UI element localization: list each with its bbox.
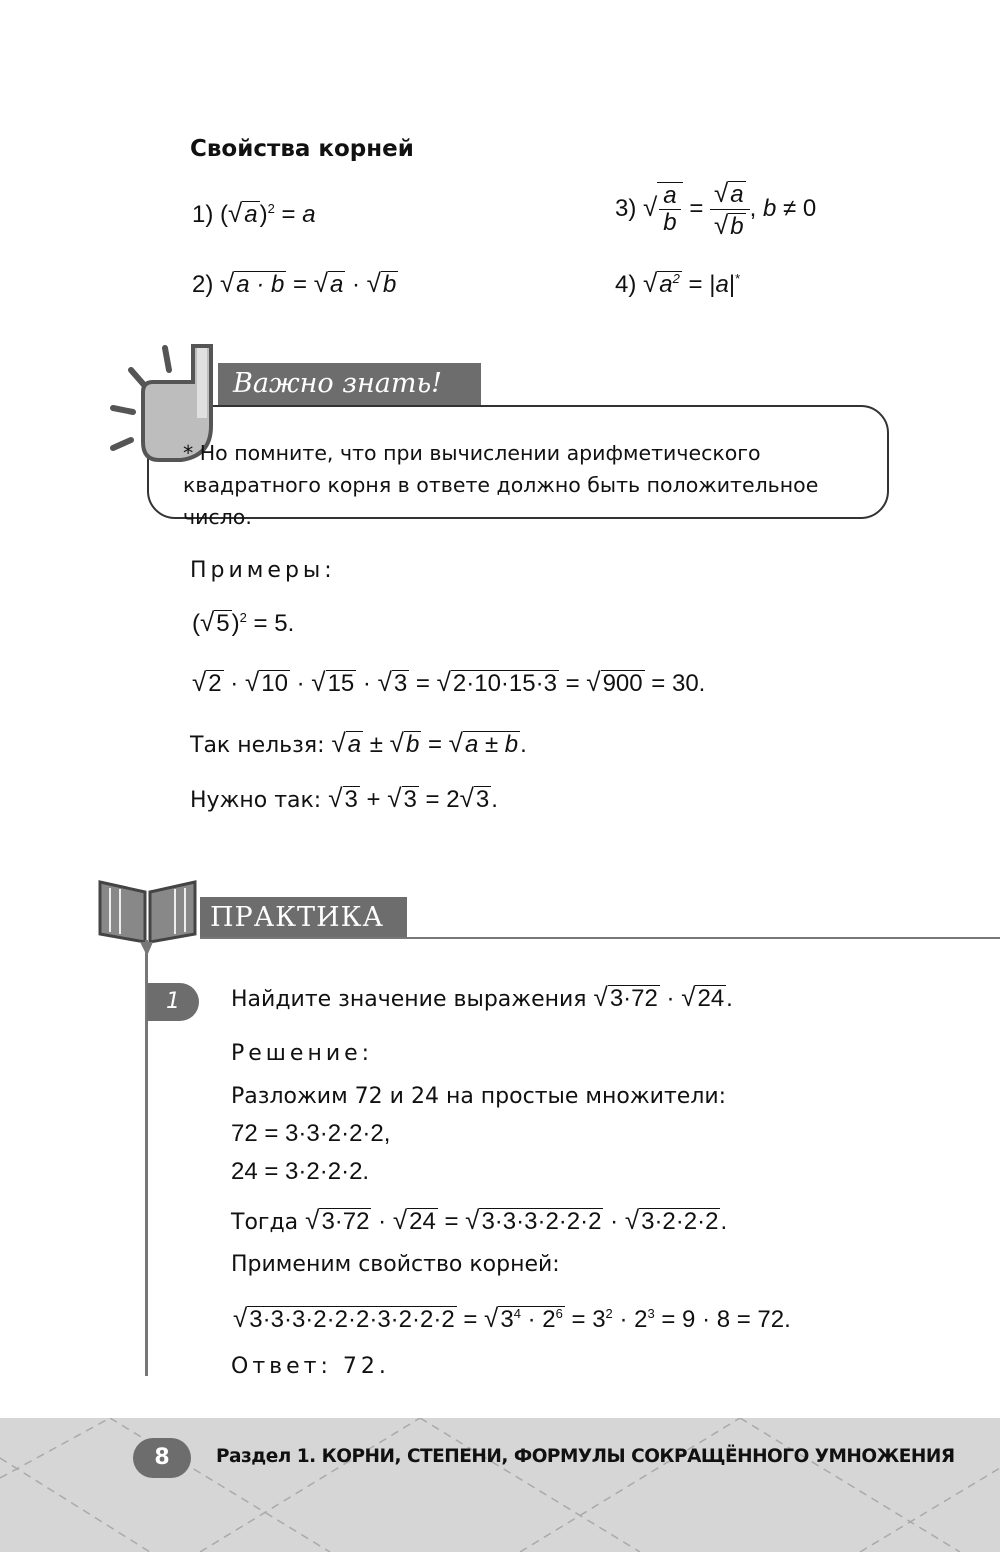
radicand: b bbox=[730, 213, 744, 240]
radical bbox=[392, 1205, 438, 1235]
radical-sign: √ bbox=[448, 728, 463, 758]
radical-sign: √ bbox=[311, 667, 326, 697]
radical-sign: √ bbox=[484, 1303, 499, 1333]
radicand: a bbox=[329, 271, 344, 298]
radical-sign: √ bbox=[377, 667, 392, 697]
math-text: b bbox=[763, 194, 777, 222]
math-text: = bbox=[558, 670, 587, 697]
radicand: 5 bbox=[216, 610, 230, 637]
math-text: 72 = 3·3·2·2·2, bbox=[231, 1120, 391, 1147]
math-text: 3) bbox=[615, 194, 644, 222]
radical bbox=[643, 181, 683, 236]
math-text: · bbox=[603, 1208, 625, 1235]
math-text: · bbox=[345, 271, 367, 298]
radicand: b bbox=[405, 731, 420, 758]
solution-line bbox=[231, 1082, 726, 1110]
math-text: 2) bbox=[192, 271, 221, 298]
radical-sign: √ bbox=[624, 1205, 640, 1235]
fraction bbox=[659, 183, 680, 237]
radical-sign: √ bbox=[465, 1205, 480, 1235]
solution-line bbox=[231, 1158, 369, 1186]
solution-line bbox=[231, 1250, 560, 1278]
superscript: 2 bbox=[605, 1306, 613, 1321]
math-text: a bbox=[302, 201, 316, 228]
radical bbox=[377, 667, 410, 697]
math-text: · bbox=[356, 670, 378, 697]
radicand: 3·2·2·2 bbox=[641, 1208, 719, 1235]
math-text: ± bbox=[363, 731, 390, 758]
task-number: 1 bbox=[147, 983, 199, 1021]
radicand: 3·72 bbox=[609, 985, 658, 1012]
superscript: 2 bbox=[239, 610, 247, 625]
radical bbox=[331, 728, 364, 758]
example-1 bbox=[192, 607, 294, 638]
superscript: 6 bbox=[555, 1306, 563, 1321]
radical bbox=[714, 210, 746, 240]
superscript: 2 bbox=[672, 271, 680, 286]
math-text: = | bbox=[681, 271, 716, 298]
math-text: , bbox=[749, 194, 763, 222]
math-text: = bbox=[274, 201, 303, 228]
text: Нужно так: bbox=[190, 788, 329, 813]
radicand: a bbox=[244, 201, 258, 228]
radical-sign: √ bbox=[366, 268, 381, 298]
radical bbox=[681, 982, 726, 1012]
task-statement bbox=[231, 982, 733, 1013]
solution-line bbox=[231, 1120, 390, 1148]
math-text: 24 = 3·2·2·2. bbox=[231, 1158, 370, 1185]
math-text: = bbox=[286, 271, 314, 298]
text: Разложим 72 и 24 на простые множители: bbox=[231, 1084, 727, 1109]
text: Так нельзя: bbox=[190, 733, 332, 758]
radical-sign: √ bbox=[586, 667, 601, 697]
radical bbox=[714, 178, 746, 208]
math-text: 1) ( bbox=[192, 201, 228, 228]
radical bbox=[220, 268, 286, 298]
radicand: $a^2$ bbox=[659, 271, 680, 298]
section-title: Раздел 1. КОРНИ, СТЕПЕНИ, ФОРМУЛЫ СОКРАЩЁННОГО УМНОЖЕНИЯ bbox=[216, 1446, 955, 1467]
solution-line bbox=[233, 1303, 791, 1334]
radical bbox=[389, 728, 422, 758]
radicand bbox=[657, 182, 682, 237]
denominator bbox=[710, 210, 750, 241]
text: Применим свойство корней: bbox=[231, 1252, 560, 1277]
radicand: 3·3·3·2·2·2·3·2·2·2 bbox=[249, 1306, 455, 1333]
radical bbox=[459, 783, 492, 813]
math-text: ) bbox=[231, 610, 240, 637]
radicand: 3 bbox=[475, 786, 490, 813]
superscript: 4 bbox=[513, 1306, 521, 1321]
radical-sign: √ bbox=[714, 210, 729, 240]
radical bbox=[311, 667, 356, 697]
radical bbox=[228, 198, 260, 228]
radical-sign: √ bbox=[643, 268, 658, 298]
math-text: = 3 bbox=[564, 1306, 606, 1333]
math-text: 4) bbox=[615, 271, 644, 298]
math-text: + bbox=[359, 786, 388, 813]
math-text: 3 bbox=[500, 1306, 514, 1333]
radicand: 3 bbox=[403, 786, 417, 813]
radical-sign: √ bbox=[681, 982, 696, 1012]
math-text: = bbox=[421, 731, 449, 758]
radical bbox=[313, 268, 346, 298]
radical bbox=[305, 1205, 371, 1235]
open-book-icon bbox=[95, 872, 205, 957]
divider bbox=[200, 937, 1000, 939]
radicand: 3·72 bbox=[321, 1208, 370, 1235]
radical bbox=[366, 268, 399, 298]
radicand: 900 bbox=[602, 670, 643, 697]
numerator: a bbox=[659, 183, 680, 210]
radicand: 2·10·15·3 bbox=[452, 670, 557, 697]
math-text: = 5. bbox=[246, 610, 295, 637]
superscript: * bbox=[735, 271, 741, 286]
radicand: 3 bbox=[393, 670, 408, 697]
radicand: b bbox=[382, 271, 397, 298]
property-2 bbox=[192, 268, 398, 299]
radical-sign: √ bbox=[305, 1205, 320, 1235]
math-text: . bbox=[491, 786, 498, 813]
radical bbox=[200, 607, 232, 637]
radical-sign: √ bbox=[233, 1303, 248, 1333]
radicand: a · b bbox=[236, 271, 285, 298]
radical-sign: √ bbox=[220, 268, 235, 298]
examples-label: Примеры: bbox=[190, 558, 336, 583]
fraction bbox=[710, 178, 750, 241]
math-text: · bbox=[223, 670, 245, 697]
math-text: · bbox=[371, 1208, 393, 1235]
radical bbox=[465, 1205, 603, 1235]
radical-sign: √ bbox=[387, 783, 402, 813]
radical bbox=[643, 268, 682, 298]
example-3 bbox=[190, 728, 527, 759]
example-4 bbox=[190, 783, 498, 814]
math-text: = bbox=[456, 1306, 485, 1333]
numerator bbox=[710, 178, 750, 210]
radical bbox=[484, 1303, 565, 1333]
math-text: · bbox=[289, 670, 312, 697]
example-2 bbox=[192, 667, 705, 698]
answer: Ответ: 72. bbox=[231, 1354, 390, 1379]
text: Найдите значение выражения bbox=[231, 987, 594, 1012]
math-text: . bbox=[720, 1208, 728, 1235]
radicand: 24 bbox=[409, 1208, 436, 1235]
denominator: b bbox=[663, 209, 677, 236]
property-3 bbox=[615, 178, 816, 241]
radical bbox=[244, 667, 290, 697]
radical bbox=[586, 667, 644, 697]
radicand: a ± b bbox=[464, 731, 519, 758]
math-text: = 9 · 8 = 72. bbox=[654, 1306, 791, 1333]
radical-sign: √ bbox=[436, 667, 451, 697]
radicand: a bbox=[347, 731, 362, 758]
math-text: · bbox=[659, 985, 682, 1012]
math-text: = 30. bbox=[644, 670, 706, 697]
radical-sign: √ bbox=[593, 982, 608, 1012]
math-text: · 2 bbox=[520, 1306, 556, 1333]
radical-sign: √ bbox=[392, 1205, 408, 1235]
radical bbox=[593, 982, 660, 1012]
radical-sign: √ bbox=[192, 667, 207, 697]
radical-sign: √ bbox=[643, 191, 658, 222]
solution-label: Решение: bbox=[231, 1041, 374, 1066]
math-text: = bbox=[682, 194, 711, 222]
math-text: a bbox=[715, 271, 729, 298]
radicand: 2 bbox=[208, 670, 222, 697]
radicand bbox=[498, 1306, 565, 1333]
radical bbox=[328, 783, 360, 813]
math-text: ) bbox=[259, 201, 268, 228]
practice-label: ПРАКТИКА bbox=[200, 897, 407, 937]
math-text: . bbox=[520, 731, 527, 758]
radical-sign: √ bbox=[459, 783, 474, 813]
radical-sign: √ bbox=[228, 198, 243, 228]
radical bbox=[387, 783, 419, 813]
math-text: ( bbox=[192, 610, 200, 637]
radicand: 3·3·3·2·2·2 bbox=[481, 1208, 602, 1235]
property-4 bbox=[615, 268, 740, 299]
radical-sign: √ bbox=[331, 728, 346, 758]
radicand: 15 bbox=[327, 670, 355, 697]
math-text: · 2 bbox=[612, 1306, 648, 1333]
math-text: | bbox=[728, 271, 736, 298]
radical-sign: √ bbox=[389, 728, 404, 758]
math-text: . bbox=[726, 985, 733, 1012]
radical-sign: √ bbox=[200, 607, 215, 637]
radical bbox=[448, 728, 520, 758]
radicand: 24 bbox=[697, 985, 725, 1012]
superscript: 3 bbox=[647, 1306, 655, 1321]
radical-sign: √ bbox=[714, 178, 729, 208]
radical-sign: √ bbox=[328, 783, 343, 813]
radical bbox=[233, 1303, 457, 1333]
radical bbox=[192, 667, 224, 697]
math-text: = 2 bbox=[418, 786, 460, 813]
math-text: = bbox=[409, 670, 437, 697]
radical bbox=[624, 1205, 721, 1235]
math-text: = bbox=[437, 1208, 466, 1235]
text: Тогда bbox=[231, 1210, 306, 1235]
property-1 bbox=[192, 198, 316, 229]
radical-sign: √ bbox=[313, 268, 328, 298]
callout-label: Важно знать! bbox=[218, 363, 481, 405]
math-text: ≠ 0 bbox=[776, 194, 817, 222]
radicand: 3 bbox=[344, 786, 358, 813]
radicand: 10 bbox=[261, 670, 288, 697]
radical bbox=[436, 667, 559, 697]
callout-text: * Но помните, что при вычислении арифметического квадратного корня в ответе должно быть положительное число. bbox=[183, 441, 819, 529]
section-heading: Свойства корней bbox=[190, 136, 414, 162]
superscript: 2 bbox=[267, 201, 275, 216]
radicand: a bbox=[730, 181, 744, 208]
page-number: 8 bbox=[133, 1438, 191, 1478]
solution-line bbox=[231, 1205, 727, 1236]
radical-sign: √ bbox=[244, 667, 260, 697]
